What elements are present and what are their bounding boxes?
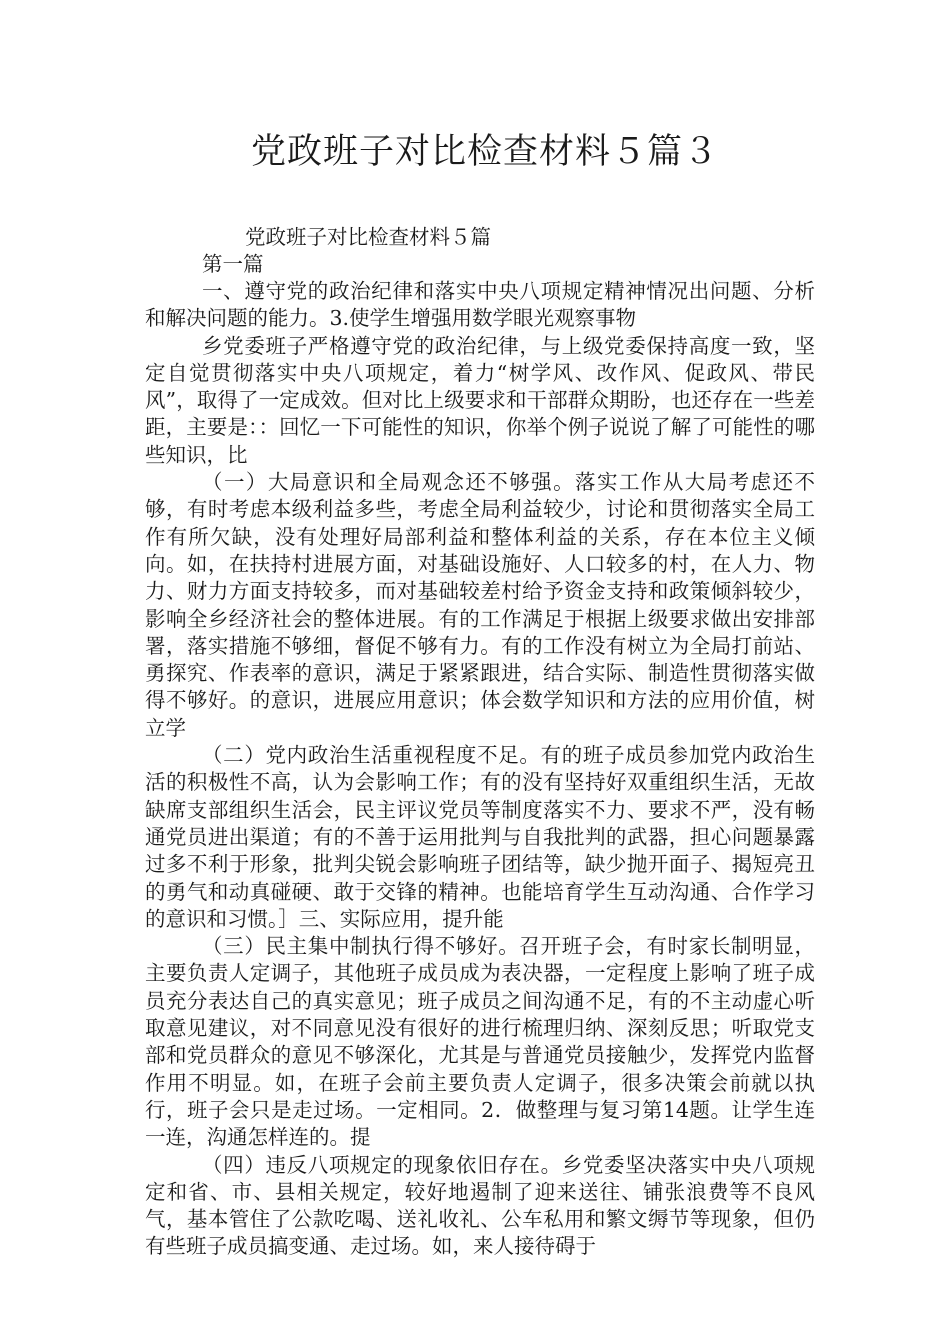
document-title: 党政班子对比检查材料５篇３: [250, 132, 719, 172]
paragraph-5: （三）民主集中制执行得不够好。召开班子会，有时家长制明显，主要负责人定调子，其他班子成员成为表决器，一定程度上影响了班子成员充分表达自己的真实意见；班子成员之间沟通不足，有的不主动虚心听取意见建议，对不同意见没有很好的进行梳理归纳、深刻反思；听取党支部和党员群众的意见不够深化，尤其是与普通党员接触少，发挥党内监督作用不明显。如，在班子会前主要负责人定调子，很多决策会前就以执行，班子会只是走过场。一定相同。2．做整理与复习第14题。让学生连一连，沟通怎样连的。提: [145, 934, 815, 1150]
paragraph-1: 一、遵守党的政治纪律和落实中央八项规定精神情况出问题、分析和解决问题的能力。3.使学生增强用数学眼光观察事物: [145, 279, 815, 331]
paragraph-2: 乡党委班子严格遵守党的政治纪律，与上级党委保持高度一致，坚定自觉贯彻落实中央八项规定，着力“树学风、改作风、促政风、带民风”，取得了一定成效。但对比上级要求和干部群众期盼，也还存在一些差距，主要是：：回忆一下可能性的知识，你举个例子说说了解了可能性的哪些知识，比: [145, 333, 815, 467]
paragraph-3: （一）大局意识和全局观念还不够强。落实工作从大局考虑还不够，有时考虑本级利益多些，考虑全局利益较少，讨论和贯彻落实全局工作有所欠缺，没有处理好局部利益和整体利益的关系，存在本位主义倾向。如，在扶持村进展方面，对基础设施好、人口较多的村，在人力、物力、财力方面支持较多，而对基础较差村给予资金支持和政策倾斜较少，影响全乡经济社会的整体进展。有的工作满足于根据上级要求做出安排部署，落实措施不够细，督促不够有力。有的工作没有树立为全局打前站、勇探究、作表率的意识，满足于紧紧跟进，结合实际、制造性贯彻落实做得不够好。的意识，进展应用意识；体会数学知识和方法的应用价值，树立学: [145, 470, 815, 740]
paragraph-4: （二）党内政治生活重视程度不足。有的班子成员参加党内政治生活的积极性不高，认为会影响工作；有的没有坚持好双重组织生活，无故缺席支部组织生活会，民主评议党员等制度落实不力、要求不严，没有畅通党员进出渠道；有的不善于运用批判与自我批判的武器，担心问题暴露过多不利于形象，批判尖锐会影响班子团结等，缺少抛开面子、揭短亮丑的勇气和动真碰硬、敢于交锋的精神。也能培育学生互动沟通、合作学习的意识和习惯。］三、实际应用，提升能: [145, 743, 815, 931]
document-subtitle: 党政班子对比检查材料５篇: [245, 225, 491, 249]
chapter-heading: 第一篇: [202, 252, 264, 276]
paragraph-6: （四）违反八项规定的现象依旧存在。乡党委坚决落实中央八项规定和省、市、县相关规定，较好地遏制了迎来送往、铺张浪费等不良风气，基本管住了公款吃喝、送礼收礼、公车私用和繁文缛节等现象，但仍有些班子成员搞变通、走过场。如，来人接待碍于: [145, 1152, 815, 1259]
